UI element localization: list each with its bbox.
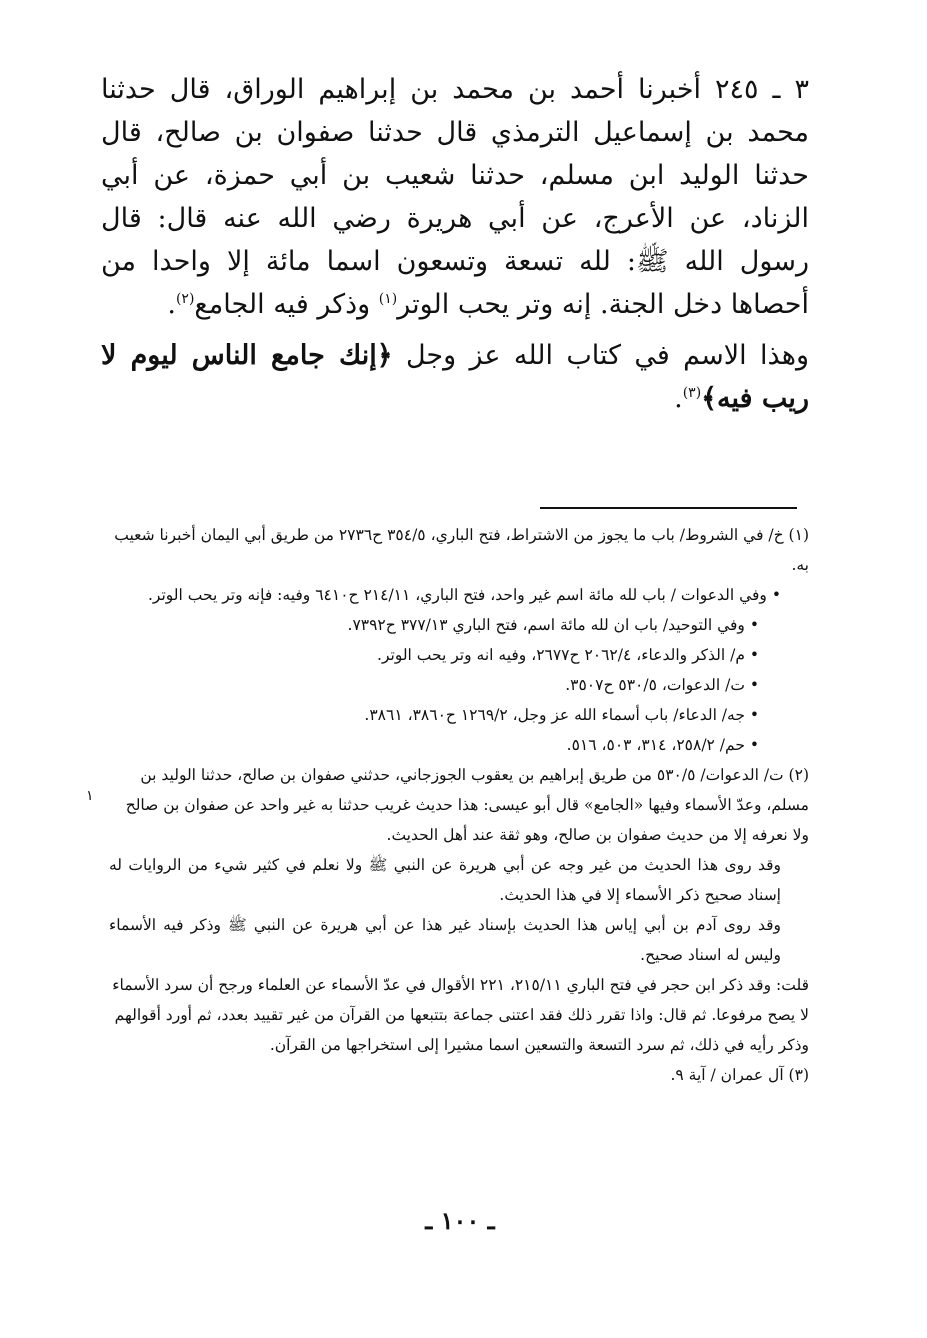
footnote-line: (١) خ/ في الشروط/ باب ما يجوز من الاشتراط، فتح الباري، ٣٥٤/٥ ح٢٧٣٦ من طريق أبي اليمان أخبرنا شعيب به. [114,526,809,574]
footnote-line: (٢) ت/ الدعوات/ ٥٣٠/٥ من طريق إبراهيم بن يعقوب الجوزجاني، حدثني صفوان بن صالح، حدثنا الوليد بن مسلم، وعدّ الأسماء وفيها «الجامع» قال أبو عيسى: هذا حديث غريب حدثنا به غير واحد عن صفوان بن صالح ولا نعرفه إلا من حديث صفوان بن صالح، وهو ثقة عند أهل الحديث. [125,766,809,844]
hadith-text: ٣ ـ ٢٤٥ أخبرنا أحمد بن محمد بن إبراهيم الوراق، قال حدثنا محمد بن إسماعيل الترمذي قال حدثنا صفوان بن صالح، قال حدثنا الوليد ابن مسلم، حدثنا شعيب بن أبي حمزة، عن أبي الزناد، عن الأعرج، عن أبي هريرة رضي الله عنه قال: قال رسول الله ﷺ: لله تسعة وتسعون اسما مائة إلا واحدا من أحصاها دخل الجنة. إنه وتر يحب الوتر [101,74,809,320]
footnote-ref-3: (٣) [682,385,702,401]
verse-paragraph [101,334,809,420]
hadith-tail: وذكر فيه الجامع [194,289,379,320]
page-number: ـ ١٠٠ ـ [425,1206,495,1235]
footnote-line: • حم/ ٢٥٨/٢، ٣١٤، ٥٠٣، ٥١٦. [566,736,759,754]
footnote-ref-2: (٢) [175,291,195,307]
footnote-line: قلت: وقد ذكر ابن حجر في فتح الباري ٢١٥/١١، ٢٢١ الأقوال في عدّ الأسماء عن العلماء ورجح أن سرد الأسماء لا يصح مرفوعا. ثم قال: واذا تقرر ذلك فقد اعتنى جماعة بتتبعها من القرآن من غير تقييد بعدد، ثم أورد أقوالهم وذكر رأيه في ذلك، ثم سرد التسعة والتسعين اسما مشيرا إلى استخراجها من القرآن. [112,976,809,1054]
footnote-line: (٣) آل عمران / آية ٩. [670,1066,809,1084]
margin-mark: ١ [86,788,94,804]
footnote-line: • م/ الذكر والدعاء، ٢٠٦٢/٤ ح٢٦٧٧، وفيه انه وتر يحب الوتر. [377,646,759,664]
footnote-line: • جه/ الدعاء/ باب أسماء الله عز وجل، ١٢٦٩/٢ ح٣٨٦٠، ٣٨٦١. [364,706,759,724]
footnote-line: • وفي التوحيد/ باب ان لله مائة اسم، فتح الباري ٣٧٧/١٣ ح٧٣٩٢. [347,616,759,634]
hadith-end: . [167,289,176,320]
footnote-separator [540,507,797,509]
footnotes [109,520,809,1090]
footnote-line: وقد روى هذا الحديث من غير وجه عن أبي هريرة عن النبي ﷺ ولا نعلم في كثير شيء من الروايات له إسناد صحيح ذكر الأسماء إلا في هذا الحديث. [109,856,781,904]
quran-verse: ﴿إنك جامع الناس ليوم لا ريب فيه﴾ [101,340,809,414]
footnote-ref-1: (١) [378,291,398,307]
hadith-paragraph [101,68,809,326]
footnote-line: • وفي الدعوات / باب لله مائة اسم غير واحد، فتح الباري، ٢١٤/١١ ح٦٤١٠ وفيه: فإنه وتر يحب الوتر. [148,586,781,604]
verse-intro: وهذا الاسم في كتاب الله عز وجل [392,340,809,371]
footnote-line: • ت/ الدعوات، ٥٣٠/٥ ح٣٥٠٧. [565,676,759,694]
main-text [101,68,809,420]
footnote-line: وقد روى آدم بن أبي إياس هذا الحديث بإسناد غير هذا عن أبي هريرة عن النبي ﷺ وذكر فيه الأسماء وليس له اسناد صحيح. [109,916,781,964]
verse-end: . [674,383,683,414]
